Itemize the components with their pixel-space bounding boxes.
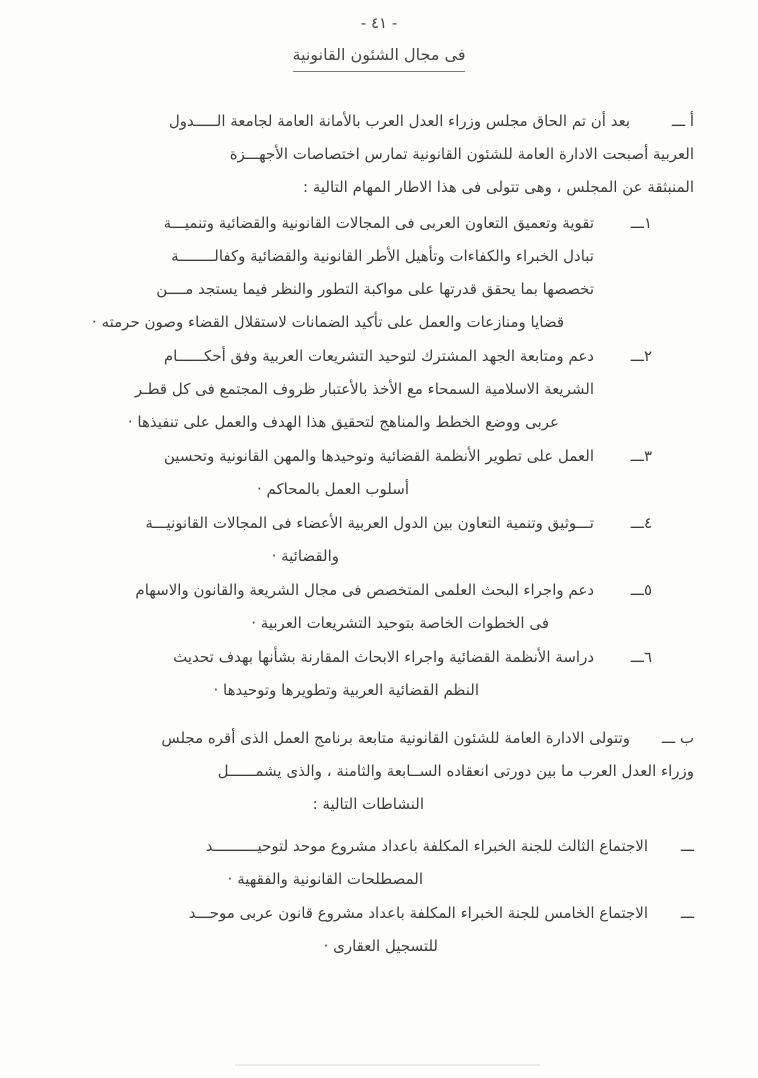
page-number: - ٤١ - bbox=[360, 14, 398, 32]
text-line: تقوية وتعميق التعاون العربى فى المجالات القانونية والقضائية وتنميـــة bbox=[163, 214, 594, 232]
text-line: دعم ومتابعة الجهد المشترك لتوحيد التشريعات العربية وفق أحكــــــام bbox=[163, 347, 594, 365]
text-line: تخصصها بما يحقق قدرتها على مواكبة التطور والنظر فيما يستجد مــــن bbox=[156, 280, 594, 298]
dash-marker: ـــ bbox=[680, 837, 694, 855]
text-line: النظم القضائية العربية وتطويرها وتوحيدها · bbox=[213, 681, 479, 699]
text-line: قضايا ومنازعات والعمل على تأكيد الضمانات لاستقلال القضاء وصون حرمته · bbox=[92, 313, 564, 331]
text-line: تـــوثيق وتنمية التعاون بين الدول العربية الأعضاء فى المجالات القانونيـــة bbox=[145, 514, 594, 532]
item-marker: ٦ـــ bbox=[630, 648, 652, 666]
text-line: الاجتماع الخامس للجنة الخبراء المكلفة باعداد مشروع قانون عربى موحـــد bbox=[188, 904, 648, 922]
numbered-item-1 bbox=[56, 207, 652, 339]
item-text bbox=[56, 641, 594, 707]
text-line: بعد أن تم الحاق مجلس وزراء العدل العرب بالأمانة العامة لجامعة الـــــدول bbox=[168, 112, 630, 130]
section-a-text bbox=[56, 105, 694, 204]
numbered-item-5 bbox=[56, 574, 652, 640]
activity-item-1 bbox=[56, 830, 694, 896]
text-line: عربى ووضع الخطط والمناهج لتحقيق هذا الهدف والعمل على تنفيذها · bbox=[127, 413, 559, 431]
item-text bbox=[56, 440, 594, 506]
text-line: للتسجيل العقارى · bbox=[323, 937, 438, 955]
document-body bbox=[0, 105, 758, 963]
section-a bbox=[56, 105, 694, 204]
item-text bbox=[56, 507, 594, 573]
section-a-marker: أ ـــ bbox=[671, 112, 694, 130]
item-text bbox=[56, 830, 648, 896]
item-text bbox=[56, 340, 594, 439]
text-line: الاجتماع الثالث للجنة الخبراء المكلفة باعداد مشروع موحد لتوحيــــــــــد bbox=[205, 837, 648, 855]
numbered-item-4 bbox=[56, 507, 652, 573]
text-line: الشريعة الاسلامية السمحاء مع الأخذ بالأعتبار ظروف المجتمع فى كل قطـر bbox=[134, 380, 594, 398]
numbered-task-list bbox=[56, 207, 694, 707]
scan-artifact-line bbox=[235, 1064, 540, 1066]
item-marker: ١ـــ bbox=[630, 214, 652, 232]
text-line: تبادل الخبراء والكفاءات وتأهيل الأطر القانونية والقضائية وكفالــــــــة bbox=[171, 247, 594, 265]
text-line: دعم واجراء البحث العلمى المتخصص فى مجال الشريعة والقانون والاسهام bbox=[135, 581, 594, 599]
activity-item-2 bbox=[56, 897, 694, 963]
text-line: دراسة الأنظمة القضائية واجراء الابحاث المقارنة بشأنها بهدف تحديث bbox=[173, 648, 594, 666]
text-line: المصطلحات القانونية والفقهية · bbox=[227, 870, 423, 888]
numbered-item-6 bbox=[56, 641, 652, 707]
item-marker: ٢ـــ bbox=[630, 347, 652, 365]
item-text bbox=[56, 207, 594, 339]
section-b-text bbox=[56, 722, 694, 821]
text-line: وزراء العدل العرب ما بين دورتى انعقاده الســابعة والثامنة ، والذى يشمــــــل bbox=[217, 762, 694, 780]
text-line: العمل على تطوير الأنظمة القضائية وتوحيدها والمهن القانونية وتحسين bbox=[163, 447, 594, 465]
text-line: وتتولى الادارة العامة للشئون القانونية متابعة برنامج العمل الذى أقره مجلس bbox=[161, 729, 630, 747]
text-line: فى الخطوات الخاصة بتوحيد التشريعات العربية · bbox=[251, 614, 549, 632]
section-b bbox=[56, 722, 694, 821]
dash-marker: ـــ bbox=[680, 904, 694, 922]
item-marker: ٣ـــ bbox=[630, 447, 652, 465]
heading-wrap bbox=[0, 45, 758, 72]
text-line: والقضائية · bbox=[271, 547, 339, 565]
item-text bbox=[56, 897, 648, 963]
section-b-marker: ب ـــ bbox=[661, 729, 694, 747]
numbered-item-3 bbox=[56, 440, 652, 506]
numbered-item-2 bbox=[56, 340, 652, 439]
text-line: العربية أصبحت الادارة العامة للشئون القانونية تمارس اختصاصات الأجهـــزة bbox=[229, 145, 694, 163]
text-line: النشاطات التالية : bbox=[312, 795, 424, 813]
item-marker: ٥ـــ bbox=[630, 581, 652, 599]
item-text bbox=[56, 574, 594, 640]
text-line: أسلوب العمل بالمحاكم · bbox=[256, 480, 409, 498]
item-marker: ٤ـــ bbox=[630, 514, 652, 532]
section-heading: فى مجال الشئون القانونية bbox=[293, 45, 466, 72]
text-line: المنبثقة عن المجلس ، وهى تتولى فى هذا الاطار المهام التالية : bbox=[303, 178, 694, 196]
